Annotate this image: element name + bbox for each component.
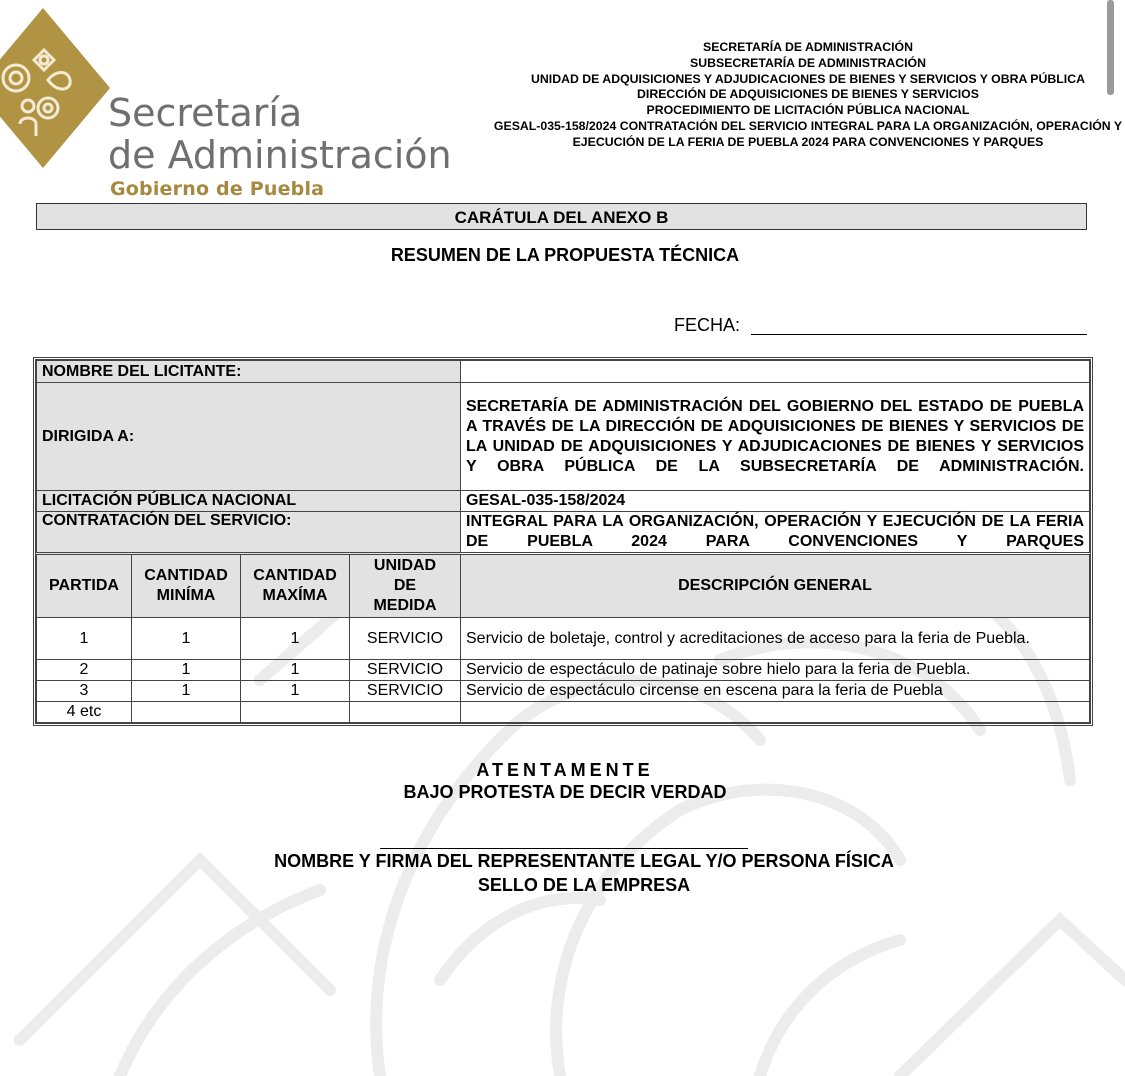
col-unidad-l3: MEDIDA	[373, 597, 437, 614]
row1-min: 1	[132, 618, 241, 660]
row3-min: 1	[132, 681, 241, 702]
table-row	[37, 702, 1090, 723]
header-line-2: SUBSECRETARÍA DE ADMINISTRACIÓN	[690, 55, 926, 70]
logo-subtitle: Gobierno de Puebla	[110, 178, 325, 200]
nombre-licitante-label: NOMBRE DEL LICITANTE:	[37, 361, 461, 383]
row4-max[interactable]	[241, 702, 350, 723]
document-header	[488, 40, 1125, 151]
logo-title-line1: Secretaría	[108, 91, 303, 135]
col-partida: PARTIDA	[37, 554, 132, 618]
proposal-table	[33, 357, 1093, 726]
row1-max: 1	[241, 618, 350, 660]
col-descripcion: DESCRIPCIÓN GENERAL	[461, 554, 1090, 618]
row1-unidad: SERVICIO	[350, 618, 461, 660]
col-cantidad-maxima	[241, 554, 350, 618]
row2-descripcion: Servicio de espectáculo de patinaje sobre hielo para la feria de Puebla.	[461, 660, 1090, 681]
row4-partida: 4 etc	[37, 702, 132, 723]
anexo-title: CARÁTULA DEL ANEXO B	[36, 203, 1087, 230]
col-cantidad-minima-l2: MINÍMA	[156, 587, 216, 604]
row1-partida: 1	[37, 618, 132, 660]
firma-label: NOMBRE Y FIRMA DEL REPRESENTANTE LEGAL Y/O PERSONA FÍSICA	[274, 851, 894, 871]
row3-descripcion: Servicio de espectáculo circense en escena para la feria de Puebla	[461, 681, 1090, 702]
row3-partida: 3	[37, 681, 132, 702]
header-line-3: UNIDAD DE ADQUISICIONES Y ADJUDICACIONES DE BIENES Y SERVICIOS Y OBRA PÚBLICA	[531, 71, 1085, 86]
licitacion-label: LICITACIÓN PÚBLICA NACIONAL	[37, 491, 461, 512]
contratacion-label: CONTRATACIÓN DEL SERVICIO:	[37, 512, 461, 554]
row3-max: 1	[241, 681, 350, 702]
header-line-6: GESAL-035-158/2024 CONTRATACIÓN DEL SERVICIO INTEGRAL PARA LA ORGANIZACIÓN, OPERACIÓN Y EJECUCIÓN DE LA FERIA DE PUEBLA 2024 PARA CONVENCIONES Y PARQUES	[493, 118, 1123, 149]
contratacion-value: INTEGRAL PARA LA ORGANIZACIÓN, OPERACIÓN Y EJECUCIÓN DE LA FERIA DE PUEBLA 2024 PARA CONVENCIONES Y PARQUES	[461, 512, 1090, 554]
col-cantidad-maxima-l2: MAXÍMA	[262, 587, 328, 604]
table-row	[37, 618, 1090, 660]
fecha-input-line[interactable]	[751, 334, 1087, 335]
col-unidad-medida	[350, 554, 461, 618]
logo-emblem-icon	[0, 8, 110, 168]
header-line-1: SECRETARÍA DE ADMINISTRACIÓN	[703, 40, 913, 54]
row2-max: 1	[241, 660, 350, 681]
row4-unidad[interactable]	[350, 702, 461, 723]
resumen-title: RESUMEN DE LA PROPUESTA TÉCNICA	[390, 245, 740, 265]
header-line-5: PROCEDIMIENTO DE LICITACIÓN PÚBLICA NACIONAL	[646, 103, 970, 118]
protesta-text: BAJO PROTESTA DE DECIR VERDAD	[403, 782, 727, 802]
row2-min: 1	[132, 660, 241, 681]
nombre-licitante-field[interactable]	[461, 361, 1090, 383]
logo-title-line2: de Administración	[108, 133, 452, 177]
row3-unidad: SERVICIO	[350, 681, 461, 702]
col-cantidad-minima	[132, 554, 241, 618]
row2-unidad: SERVICIO	[350, 660, 461, 681]
row1-descripcion: Servicio de boletaje, control y acreditaciones de acceso para la feria de Puebla.	[461, 618, 1090, 660]
header-line-4: DIRECCIÓN DE ADQUISICIONES DE BIENES Y SERVICIOS	[637, 87, 979, 102]
logo-title	[108, 92, 452, 176]
row4-descripcion[interactable]	[461, 702, 1090, 723]
dirigida-value: SECRETARÍA DE ADMINISTRACIÓN DEL GOBIERNO DEL ESTADO DE PUEBLA A TRAVÉS DE LA DIRECCIÓN DE ADQUISICIONES DE BIENES Y SERVICIOS DE LA UNIDAD DE ADQUISICIONES Y ADJUDICACIONES DE BIENES Y SERVICIOS Y OBRA PÚBLICA DE LA SUBSECRETARÍA DE ADMINISTRACIÓN.	[461, 383, 1090, 491]
dirigida-label: DIRIGIDA A:	[37, 383, 461, 491]
table-row	[37, 660, 1090, 681]
fecha-label: FECHA:	[674, 315, 741, 335]
signature-line[interactable]	[380, 848, 748, 849]
row2-partida: 2	[37, 660, 132, 681]
sello-label: SELLO DE LA EMPRESA	[477, 875, 691, 895]
col-unidad-l1: UNIDAD	[373, 557, 437, 574]
table-row	[37, 681, 1090, 702]
col-unidad-l2: DE	[393, 577, 417, 594]
col-cantidad-minima-l1: CANTIDAD	[144, 567, 228, 584]
col-cantidad-maxima-l1: CANTIDAD	[253, 567, 337, 584]
licitacion-value: GESAL-035-158/2024	[461, 491, 1090, 512]
row4-min[interactable]	[132, 702, 241, 723]
atentamente: ATENTAMENTE	[476, 760, 654, 780]
